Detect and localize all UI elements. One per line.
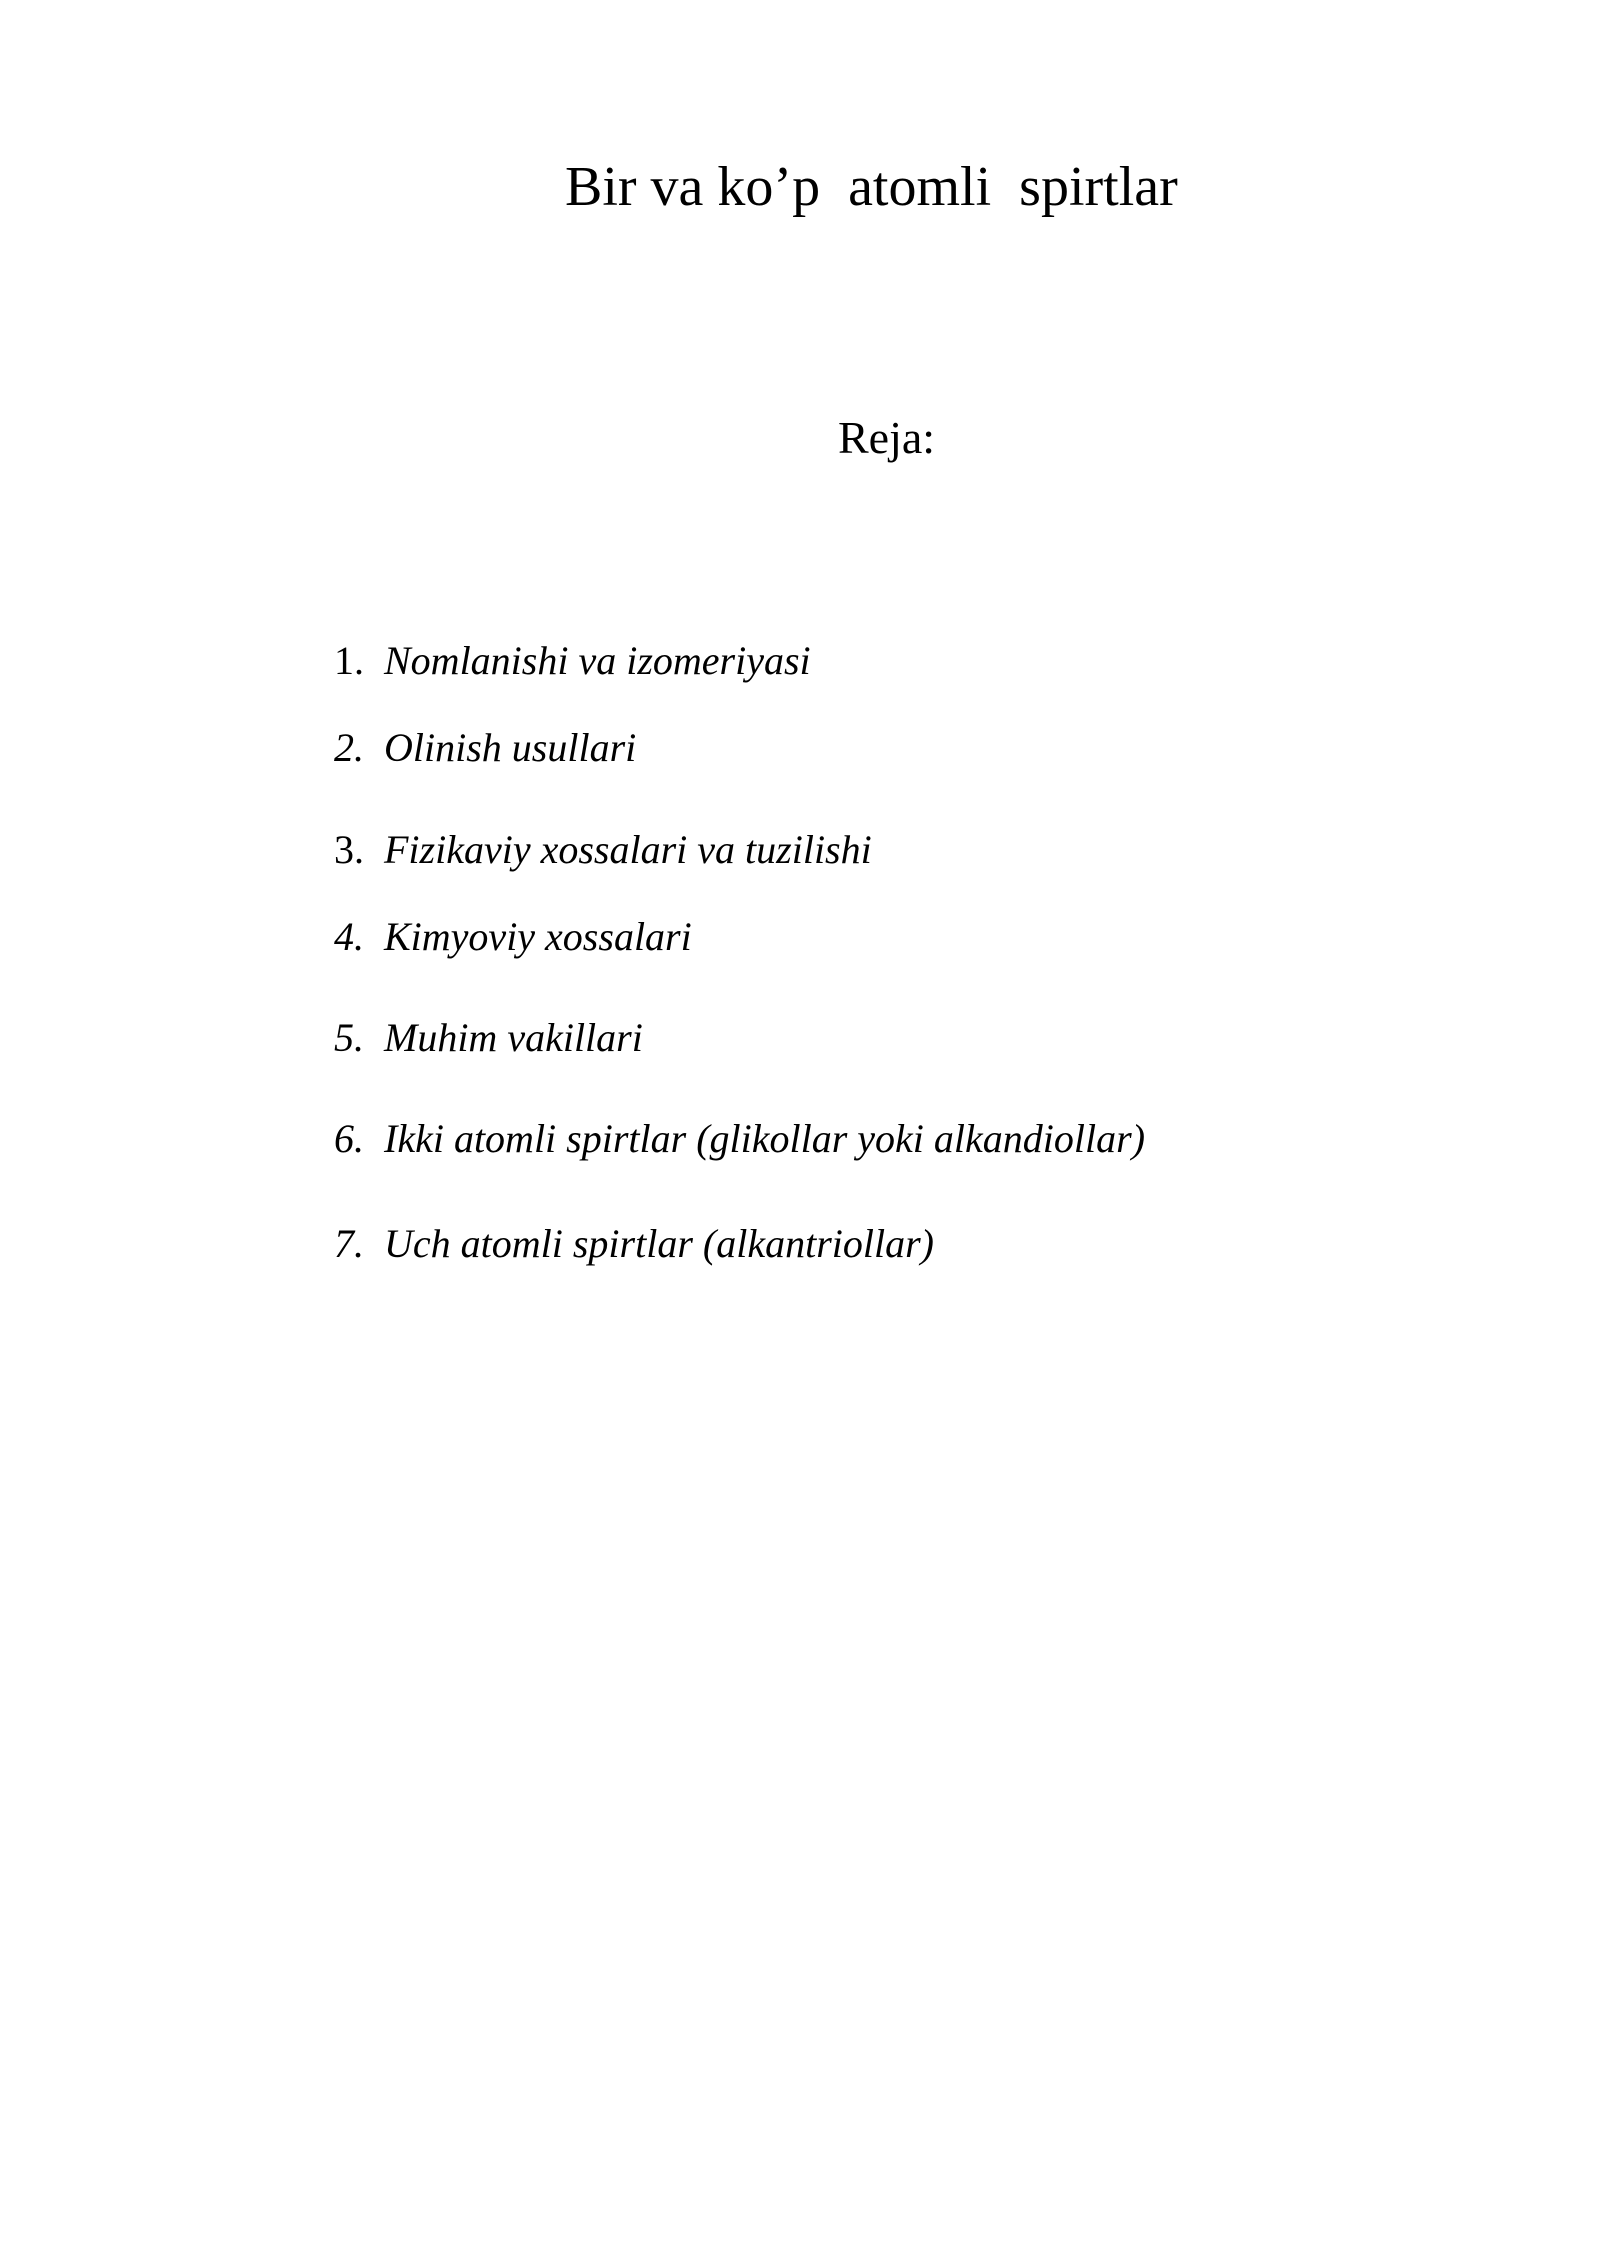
plan-item-6 xyxy=(334,1114,1145,1164)
plan-item-number: 3. xyxy=(334,827,364,872)
plan-item-number: 7. xyxy=(334,1221,364,1266)
plan-item-4 xyxy=(334,912,692,962)
plan-item-5 xyxy=(334,1013,643,1063)
plan-item-text: Muhim vakillari xyxy=(384,1015,643,1060)
plan-item-number: 6. xyxy=(334,1116,364,1161)
plan-item-text: Nomlanishi va izomeriyasi xyxy=(384,638,811,683)
plan-item-number: 1. xyxy=(334,638,364,683)
plan-item-text: Ikki atomli spirtlar (glikollar yoki alkandiollar) xyxy=(384,1116,1146,1161)
plan-item-number: 5. xyxy=(334,1015,364,1060)
plan-heading: Reja: xyxy=(838,412,936,463)
page-title: Bir va ko’p atomli spirtlar xyxy=(565,156,1178,218)
plan-item-text: Uch atomli spirtlar (alkantriollar) xyxy=(384,1221,934,1266)
plan-item-1 xyxy=(334,636,811,686)
plan-item-number: 2. xyxy=(334,725,364,770)
plan-item-2 xyxy=(334,723,636,773)
plan-item-text: Kimyoviy xossalari xyxy=(384,914,692,959)
plan-item-text: Fizikaviy xossalari va tuzilishi xyxy=(384,827,872,872)
plan-item-number: 4. xyxy=(334,914,364,959)
plan-item-7 xyxy=(334,1219,934,1269)
plan-item-text: Olinish usullari xyxy=(384,725,637,770)
plan-item-3 xyxy=(334,825,872,875)
